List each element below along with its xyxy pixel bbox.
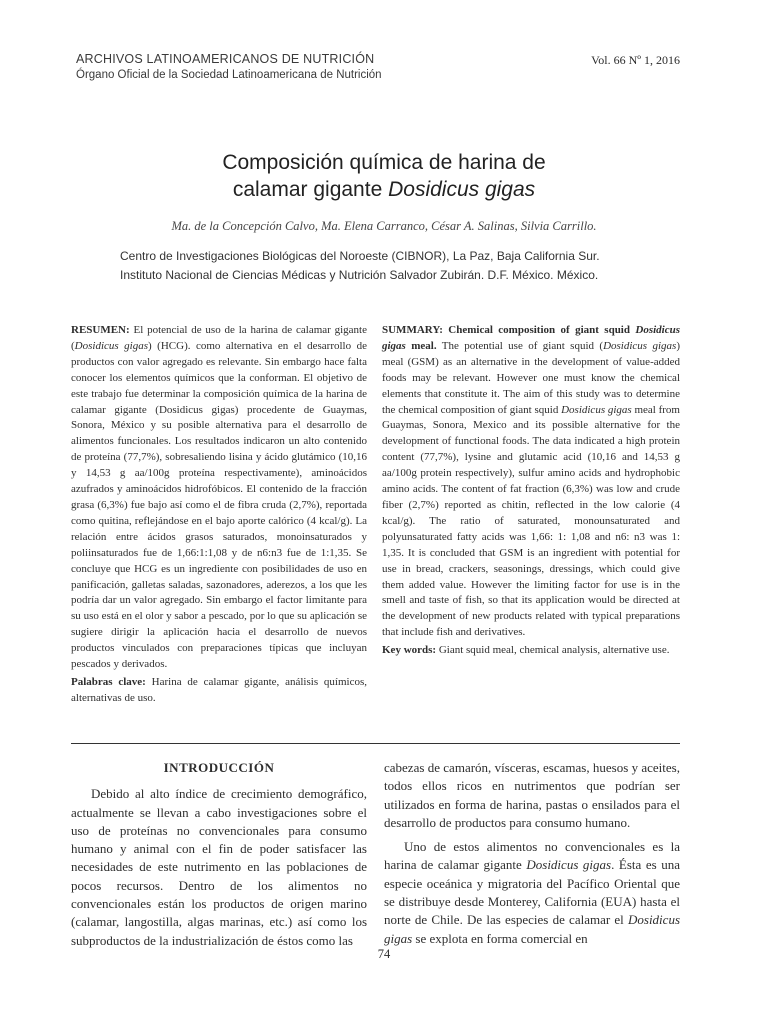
section-divider (71, 743, 680, 744)
intro-p2-species-1: Dosidicus gigas (526, 857, 612, 873)
intro-column-left (71, 759, 367, 950)
keywords-text-en: Giant squid meal, chemical analysis, alternative use. (436, 644, 670, 657)
summary-part-1: The potential use of giant squid ( (436, 339, 604, 352)
summary-species-2: Dosidicus gigas (561, 403, 632, 416)
summary-abstract (382, 323, 680, 659)
title-line-2-plain: calamar gigante (232, 178, 389, 201)
resumen-part-1: El potencial de uso de la harina de calamar gigante ( (71, 324, 367, 352)
resumen-text (71, 323, 367, 673)
keywords-label-es: Palabras clave: (71, 675, 146, 688)
summary-label-species: Dosidicus gigas (382, 324, 680, 352)
authors: Ma. de la Concepción Calvo, Ma. Elena Carranco, César A. Salinas, Silvia Carrillo. (171, 219, 597, 233)
summary-label-text: SUMMARY: Chemical composition of giant squid (382, 324, 636, 336)
intro-paragraph-2 (384, 838, 680, 948)
summary-keywords (382, 643, 680, 659)
journal-header (76, 52, 382, 81)
intro-heading: INTRODUCCIÓN (163, 760, 275, 775)
summary-part-2: ) meal (GSM) as an alternative in the development of value-added foods may be relevant. However one must know the chemical elements that constitute it. The aim of this study was to determine the chemical composition of giant squid (382, 339, 680, 416)
affiliation-2: Instituto Nacional de Ciencias Médicas y Nutrición Salvador Zubirán. D.F. México. México. (120, 268, 599, 282)
resumen-label: RESUMEN: (71, 324, 130, 336)
resumen-part-2: ) (HCG). como alternativa en el desarrollo de productos con valor agregado es relevante. Sin embargo hace falta conocer los elementos químicos que la conforman. El objetivo de este trabajo fue determinar la composición química de la harina de calamar gigante (Dosidicus gigas) procedente de Guaymas, Sonora, México y su posible alternativa para el desarrollo de alimentos funcionales. Los resultados indicaron un alto contenido de proteína (77,7%), sobresaliendo lisina y ácido glutámico (10,16 y 14,53 g aa/100g proteína respectivamente), aminoácidos azufrados y aminoácidos hidrofóbicos. El contenido de la fracción grasa (6,3%) fue bajo así como el de fibra cruda (2,7%), reportada como quitina, reflejándose en el bajo aporte calórico (4 kcal/g). La relación entre ácidos grasos saturados, monoinsaturados y poliinsaturados fue de 1,66:1:1,08 y de n6:n3 fue de 1:1,35. Se concluye que HCG es un ingrediente con posibilidades de uso en panificación, galletas saladas, sazonadores, aderezos, a los que les podría dar un valor agregado. Sin embargo el factor limitante para su uso está en el olor y sabor a pescado, por lo que su aplicación se sugiere dirigir la aplicación hacia el desarrollo de nuevos productos vinculados con preparaciones típicas que incluyan pescados y derivados. (71, 339, 367, 671)
volume-info: Vol. 66 Nº 1, 2016 (591, 53, 680, 67)
journal-name: ARCHIVOS LATINOAMERICANOS DE NUTRICIÓN (76, 52, 375, 66)
summary-text (382, 323, 680, 641)
affiliation-1: Centro de Investigaciones Biológicas del Noroeste (CIBNOR), La Paz, Baja California Sur. (120, 249, 600, 263)
article-title (60, 149, 708, 203)
title-species: Dosidicus gigas (388, 178, 536, 201)
title-line-1: Composición química de harina de (222, 151, 546, 174)
keywords-label-en: Key words: (382, 644, 437, 657)
resumen-abstract (71, 323, 367, 707)
summary-label-end: meal. (405, 339, 437, 352)
intro-paragraph-1: Debido al alto índice de crecimiento demográfico, actualmente se llevan a cabo investigaciones sobre el uso de proteínas no convencionales para consumo humano y animal con el fin de poder satisfacer las necesidades de este nutrimento en las poblaciones de pocos recursos. Dentro de los alimentos no convencionales están los productos de origen marino (calamar, langostilla, algas marinas, etc.) así como los subproductos de la industrialización de éstos como las (71, 786, 367, 948)
page-number: 74 (377, 947, 391, 961)
intro-p2-part-2: . Ésta es una especie oceánica y migratoria del Pacífico Oriental que se distribuye desde Monterey, California (EUA) hasta el norte de Chile. De las especies de calamar el (384, 857, 681, 928)
intro-p2-part-1: Uno de estos alimentos no convencionales es la harina de calamar gigante (384, 839, 680, 873)
intro-paragraph-1-cont: cabezas de camarón, vísceras, escamas, huesos y aceites, todos ellos ricos en nutrimentos que podrían ser utilizados en forma de harina, pastas o ensilados para el desarrollo de productos para consumo humano. (384, 760, 680, 830)
keywords-text-es: Harina de calamar gigante, análisis químicos, alternativas de uso. (71, 675, 367, 704)
intro-p2-species-2: Dosidicus gigas (384, 912, 680, 946)
resumen-species: Dosidicus gigas (74, 339, 149, 352)
affiliations (120, 247, 660, 285)
summary-part-3: meal from Guaymas, Sonora, Mexico and its possible alternative for the development of functional foods. The data indicated a high protein content (77,7%), lysine and glutamic acid (10,16 and 14,53 g aa/100g protein respectively), sulfur amino acids and hydrophobic amino acids. The content of fat fraction (6,3%) was low and crude fiber (2,7%) reported as chitin, reflected in the low calorie (4 kcal/g). The ratio of saturated, monounsaturated and polyunsaturated fatty acids was 1,66: 1: 1,08 and n6: n3 was 1: 1,35. It is concluded that GSM is an ingredient with potential for use in bread, crackers, seasonings, dressings, which could give them added value. However the limiting factor for use is in the smell and taste of fish, so that its application would be directed at the development of new products related with typical preparations that include fish and derivatives. (382, 403, 680, 639)
title-line-2 (60, 176, 708, 203)
journal-organ: Órgano Oficial de la Sociedad Latinoamericana de Nutrición (76, 69, 382, 81)
intro-p2-part-3: se explota en forma comercial en (412, 930, 588, 946)
summary-species-1: Dosidicus gigas (603, 339, 677, 352)
resumen-keywords (71, 675, 367, 707)
intro-column-right (384, 759, 680, 948)
